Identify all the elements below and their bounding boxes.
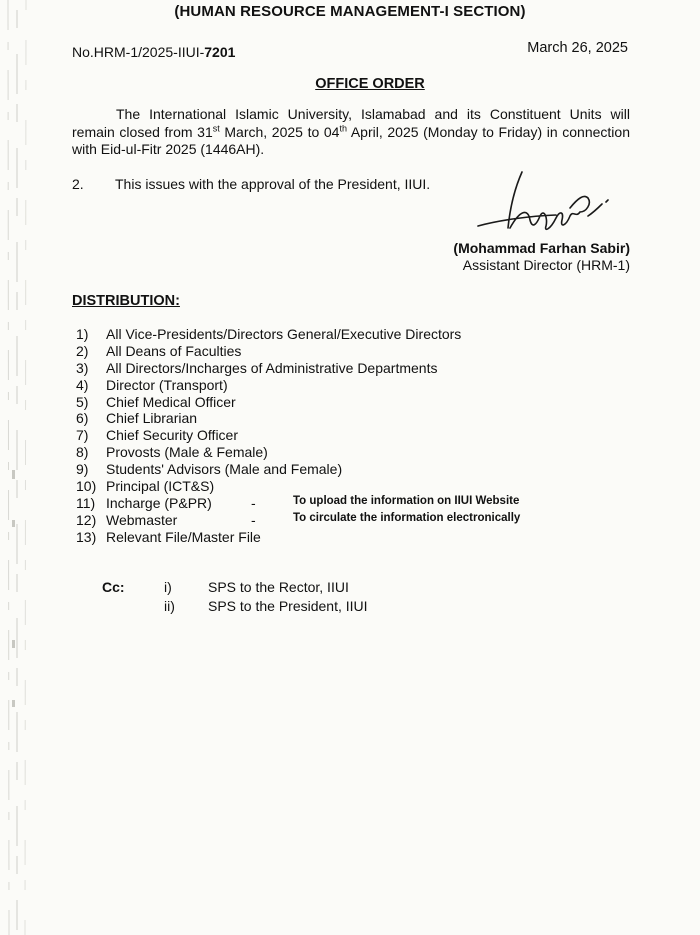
distribution-item-text: Principal (ICT&S) <box>106 478 215 495</box>
distribution-item-text: Incharge (P&PR) <box>106 494 212 511</box>
cc-item <box>164 579 349 598</box>
distribution-item-number: 8) <box>76 444 89 461</box>
paragraph-1-part-1: The International Islamic University, Islamabad and its Constituent Units will remain closed from 31 <box>72 106 630 140</box>
paragraph-2-text: This issues with the approval of the President, IIUI. <box>115 176 431 192</box>
superscript-th: th <box>339 122 347 133</box>
distribution-item-dash: - <box>251 511 256 528</box>
distribution-item-number: 2) <box>76 342 89 359</box>
cc-item-number: i) <box>164 579 172 595</box>
distribution-item-text: All Directors/Incharges of Administrative Departments <box>106 359 438 376</box>
distribution-item-text: Webmaster <box>106 511 178 528</box>
distribution-item-text: Chief Librarian <box>106 410 198 427</box>
distribution-item <box>76 461 461 478</box>
distribution-item-number: 12) <box>76 511 97 528</box>
reference-prefix: No.HRM-1/2025-IIUI- <box>72 44 205 60</box>
distribution-item-number: 10) <box>76 478 97 495</box>
distribution-item <box>76 427 461 444</box>
distribution-item <box>76 529 461 546</box>
signatory-name: (Mohammad Farhan Sabir) <box>453 240 630 256</box>
signatory-designation: Assistant Director (HRM-1) <box>462 257 630 273</box>
distribution-item-text: Director (Transport) <box>106 376 228 393</box>
distribution-item-number: 11) <box>76 494 96 511</box>
distribution-item-text: Provosts (Male & Female) <box>106 444 268 461</box>
paragraph-1-part-3: April, 2025 (Monday to Friday) in connection with Eid-ul-Fitr 2025 (1446AH). <box>72 123 630 157</box>
distribution-item-number: 5) <box>76 393 89 410</box>
distribution-item-number: 1) <box>76 326 89 342</box>
cc-item-number: ii) <box>164 598 175 614</box>
distribution-item-text: All Deans of Faculties <box>106 342 242 359</box>
distribution-heading: DISTRIBUTION: <box>72 293 180 309</box>
paragraph-2 <box>72 176 430 192</box>
distribution-item-number: 9) <box>76 461 89 478</box>
distribution-item <box>76 326 461 343</box>
distribution-item-note: To upload the information on IIUI Website <box>293 494 520 507</box>
distribution-item <box>76 343 461 360</box>
distribution-item-number: 3) <box>76 359 89 376</box>
distribution-item-text: Chief Security Officer <box>106 427 239 444</box>
cc-item-text: SPS to the Rector, IIUI <box>208 579 349 595</box>
distribution-item <box>76 360 461 377</box>
distribution-item-text: Chief Medical Officer <box>106 393 236 410</box>
document-title: OFFICE ORDER <box>315 76 425 92</box>
distribution-item <box>76 377 461 394</box>
paragraph-1-part-2: March, 2025 to 04 <box>219 123 340 140</box>
distribution-item-text: All Vice-Presidents/Directors General/Executive Directors <box>106 326 462 342</box>
distribution-item <box>76 394 461 411</box>
distribution-item-text: Relevant File/Master File <box>106 528 261 545</box>
distribution-item <box>76 444 461 461</box>
paragraph-2-number: 2. <box>72 176 84 192</box>
distribution-item-number: 13) <box>76 528 97 545</box>
order-date: March 26, 2025 <box>527 40 628 56</box>
distribution-item-text: Students' Advisors (Male and Female) <box>106 461 343 478</box>
reference-serial: 7201 <box>204 44 236 60</box>
cc-item <box>164 598 368 617</box>
superscript-st: st <box>212 122 220 133</box>
binder-edge-marks <box>0 0 34 935</box>
handwritten-signature <box>470 168 620 246</box>
distribution-item <box>76 410 461 427</box>
distribution-item-number: 7) <box>76 427 89 444</box>
distribution-item-number: 4) <box>76 376 89 393</box>
cc-item-text: SPS to the President, IIUI <box>208 598 368 614</box>
distribution-item-dash: - <box>251 494 256 511</box>
reference-number <box>72 44 235 60</box>
paragraph-1 <box>72 106 630 159</box>
distribution-list <box>76 326 521 546</box>
section-header: (HUMAN RESOURCE MANAGEMENT-I SECTION) <box>174 3 526 20</box>
distribution-item-note: To circulate the information electronically <box>293 511 521 524</box>
distribution-item-number: 6) <box>76 410 89 427</box>
cc-label: Cc: <box>102 579 125 595</box>
distribution-item <box>76 511 521 529</box>
